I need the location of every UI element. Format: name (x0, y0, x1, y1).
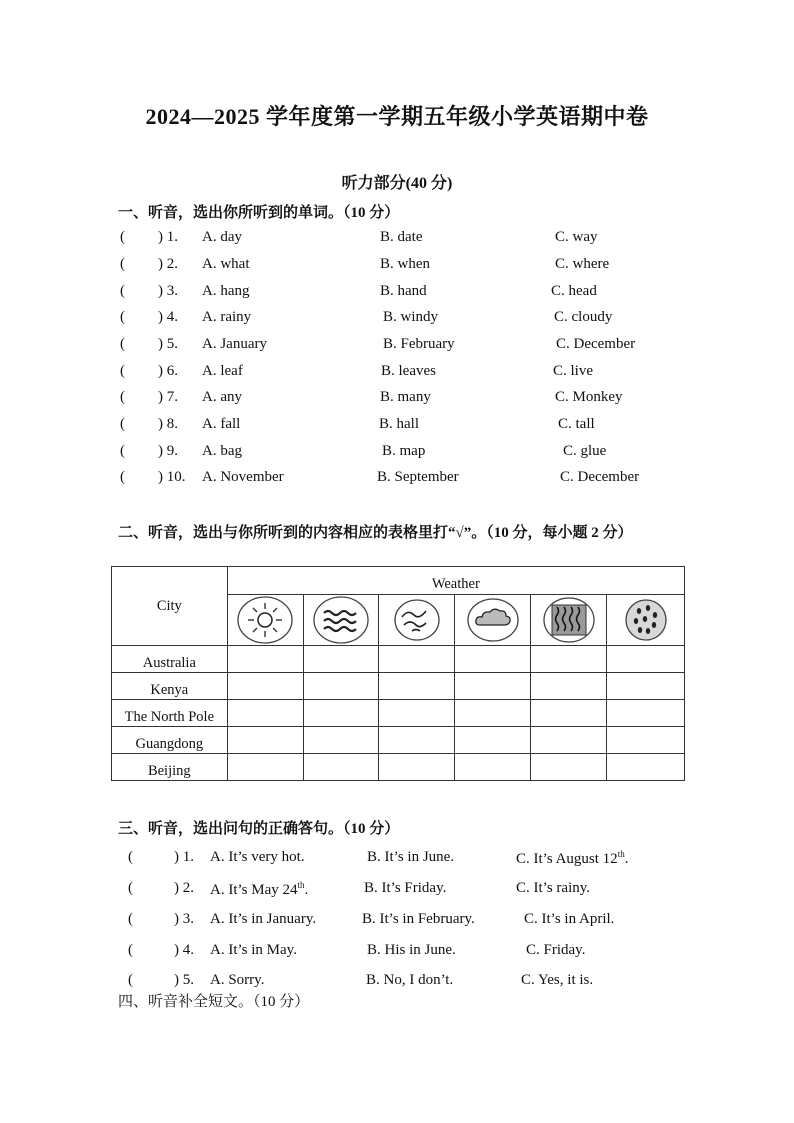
option-a-text: A. It’s May 24 (210, 882, 298, 898)
check-cell[interactable] (379, 646, 455, 673)
option-c-end: . (624, 851, 629, 867)
item-number: ) 8. (158, 416, 178, 432)
rainy-icon (615, 595, 677, 645)
option-b: B. His in June. (367, 942, 456, 958)
item-number: ) 5. (174, 972, 194, 988)
list-item (0, 880, 794, 902)
check-cell[interactable] (455, 646, 531, 673)
city-cell: Guangdong (112, 727, 228, 754)
option-a: A. any (202, 389, 242, 405)
item-number: ) 4. (158, 309, 178, 325)
option-c: C. head (551, 283, 597, 299)
list-item (0, 283, 794, 305)
answer-bracket[interactable]: ( (128, 880, 133, 896)
city-cell: Beijing (112, 754, 228, 781)
check-cell[interactable] (379, 727, 455, 754)
check-cell[interactable] (303, 754, 379, 781)
check-cell[interactable] (531, 673, 607, 700)
page-title: 2024—2025 学年度第一学期五年级小学英语期中卷 (145, 104, 649, 129)
item-number: ) 7. (158, 389, 178, 405)
option-c: C. way (555, 229, 598, 245)
check-cell[interactable] (303, 700, 379, 727)
option-b: B. date (380, 229, 423, 245)
check-cell[interactable] (607, 727, 685, 754)
option-c: C. tall (558, 416, 595, 432)
option-c: C. It’s rainy. (516, 880, 591, 896)
ordinal-suffix: th (297, 880, 305, 890)
check-cell[interactable] (379, 673, 455, 700)
option-b: B. windy (383, 309, 439, 325)
option-a: A. leaf (202, 363, 243, 379)
windy-icon (310, 595, 372, 645)
weather-header: Weather (227, 567, 684, 595)
option-c: C. Monkey (555, 389, 623, 405)
answer-bracket[interactable]: ( (128, 849, 133, 865)
item-number: ) 2. (174, 880, 194, 896)
option-a: A. bag (202, 443, 242, 459)
list-item (0, 942, 794, 964)
check-cell[interactable] (227, 754, 303, 781)
city-cell: Kenya (112, 673, 228, 700)
wind-swirl-icon (386, 595, 448, 645)
list-item (0, 389, 794, 411)
check-cell[interactable] (531, 754, 607, 781)
weather-icon-cell (379, 595, 455, 646)
option-b: B. February (383, 336, 455, 352)
hot-icon (538, 595, 600, 645)
option-c: C. Yes, it is. (521, 972, 594, 988)
option-a: A. It’s in January. (210, 911, 317, 927)
weather-icon-cell (455, 595, 531, 646)
item-number: ) 1. (158, 229, 178, 245)
answer-bracket[interactable]: ( (120, 443, 125, 459)
city-cell: The North Pole (112, 700, 228, 727)
answer-bracket[interactable]: ( (120, 336, 125, 352)
list-item (0, 336, 794, 358)
check-cell[interactable] (303, 727, 379, 754)
option-a: A. hang (202, 283, 250, 299)
weather-icon-cell (227, 595, 303, 646)
option-b: B. hand (380, 283, 427, 299)
section4-heading: 四、听音补全短文。（10 分） (118, 994, 310, 1010)
check-cell[interactable] (531, 727, 607, 754)
cloudy-icon (462, 595, 524, 645)
list-item (0, 416, 794, 438)
item-number: ) 3. (158, 283, 178, 299)
answer-bracket[interactable]: ( (128, 942, 133, 958)
check-cell[interactable] (227, 700, 303, 727)
option-b: B. leaves (381, 363, 436, 379)
sunny-icon (234, 595, 296, 645)
table-row (112, 700, 685, 727)
option-c: C. December (556, 336, 636, 352)
list-item (0, 256, 794, 278)
check-cell[interactable] (455, 727, 531, 754)
option-a (210, 880, 308, 899)
check-cell[interactable] (227, 673, 303, 700)
option-a: A. what (202, 256, 250, 272)
option-c: C. Friday. (526, 942, 586, 958)
table-row (112, 673, 685, 700)
answer-bracket[interactable]: ( (128, 911, 133, 927)
check-cell[interactable] (379, 754, 455, 781)
check-cell[interactable] (227, 646, 303, 673)
ordinal-suffix: th (617, 849, 625, 859)
option-c: C. cloudy (554, 309, 613, 325)
check-cell[interactable] (455, 754, 531, 781)
option-b: B. It’s in February. (362, 911, 475, 927)
option-a: A. It’s very hot. (210, 849, 305, 865)
list-item (0, 849, 794, 871)
option-c: C. live (553, 363, 593, 379)
option-a: A. November (202, 469, 284, 485)
option-b: B. September (377, 469, 459, 485)
option-b: B. hall (379, 416, 419, 432)
check-cell[interactable] (607, 673, 685, 700)
item-number: ) 1. (174, 849, 194, 865)
check-cell[interactable] (531, 646, 607, 673)
option-a: A. rainy (202, 309, 252, 325)
table-row (112, 727, 685, 754)
answer-bracket[interactable]: ( (120, 283, 125, 299)
check-cell[interactable] (379, 700, 455, 727)
check-cell[interactable] (607, 700, 685, 727)
list-item (0, 911, 794, 933)
section3-heading: 三、听音，选出问句的正确答句。（10 分） (118, 821, 400, 837)
section2-heading: 二、听音，选出与你所听到的内容相应的表格里打“√”。（10 分，每小题 2 分） (118, 525, 633, 541)
item-number: ) 5. (158, 336, 178, 352)
answer-bracket[interactable]: ( (128, 972, 133, 988)
list-item (0, 469, 794, 491)
check-cell[interactable] (303, 673, 379, 700)
list-item (0, 363, 794, 385)
item-number: ) 2. (158, 256, 178, 272)
option-b: B. map (382, 443, 426, 459)
item-number: ) 10. (158, 469, 186, 485)
weather-icon-cell (303, 595, 379, 646)
check-cell[interactable] (455, 673, 531, 700)
check-cell[interactable] (531, 700, 607, 727)
list-item (0, 443, 794, 465)
item-number: ) 3. (174, 911, 194, 927)
listening-part-heading: 听力部分(40 分) (341, 175, 453, 192)
option-a: A. It’s in May. (210, 942, 297, 958)
answer-bracket[interactable]: ( (120, 389, 125, 405)
weather-icon-cell (531, 595, 607, 646)
option-b: B. when (380, 256, 430, 272)
answer-bracket[interactable]: ( (120, 469, 125, 485)
list-item (0, 309, 794, 331)
city-header: City (112, 567, 228, 646)
option-a: A. January (202, 336, 267, 352)
option-c (516, 849, 628, 868)
table-row (112, 646, 685, 673)
item-number: ) 9. (158, 443, 178, 459)
answer-bracket[interactable]: ( (120, 256, 125, 272)
check-cell[interactable] (607, 646, 685, 673)
option-a: A. day (202, 229, 242, 245)
check-cell[interactable] (455, 700, 531, 727)
option-c-text: C. It’s August 12 (516, 851, 618, 867)
list-item (0, 229, 794, 251)
answer-bracket[interactable]: ( (120, 229, 125, 245)
city-cell: Australia (112, 646, 228, 673)
section1-heading: 一、听音，选出你所听到的单词。（10 分） (118, 205, 400, 221)
answer-bracket[interactable]: ( (120, 416, 125, 432)
option-c: C. It’s in April. (524, 911, 615, 927)
option-b: B. No, I don’t. (366, 972, 454, 988)
weather-icon-cell (607, 595, 685, 646)
check-cell[interactable] (227, 727, 303, 754)
answer-bracket[interactable]: ( (120, 363, 125, 379)
option-b: B. many (380, 389, 431, 405)
option-c: C. where (555, 256, 610, 272)
option-b: B. It’s Friday. (364, 880, 447, 896)
item-number: ) 6. (158, 363, 178, 379)
option-a: A. fall (202, 416, 241, 432)
table-row (112, 754, 685, 781)
option-a: A. Sorry. (210, 972, 265, 988)
option-c: C. December (560, 469, 640, 485)
option-a-end: . (304, 882, 309, 898)
check-cell[interactable] (303, 646, 379, 673)
option-c: C. glue (563, 443, 607, 459)
check-cell[interactable] (607, 754, 685, 781)
item-number: ) 4. (174, 942, 194, 958)
answer-bracket[interactable]: ( (120, 309, 125, 325)
option-b: B. It’s in June. (367, 849, 455, 865)
weather-table (111, 566, 685, 781)
